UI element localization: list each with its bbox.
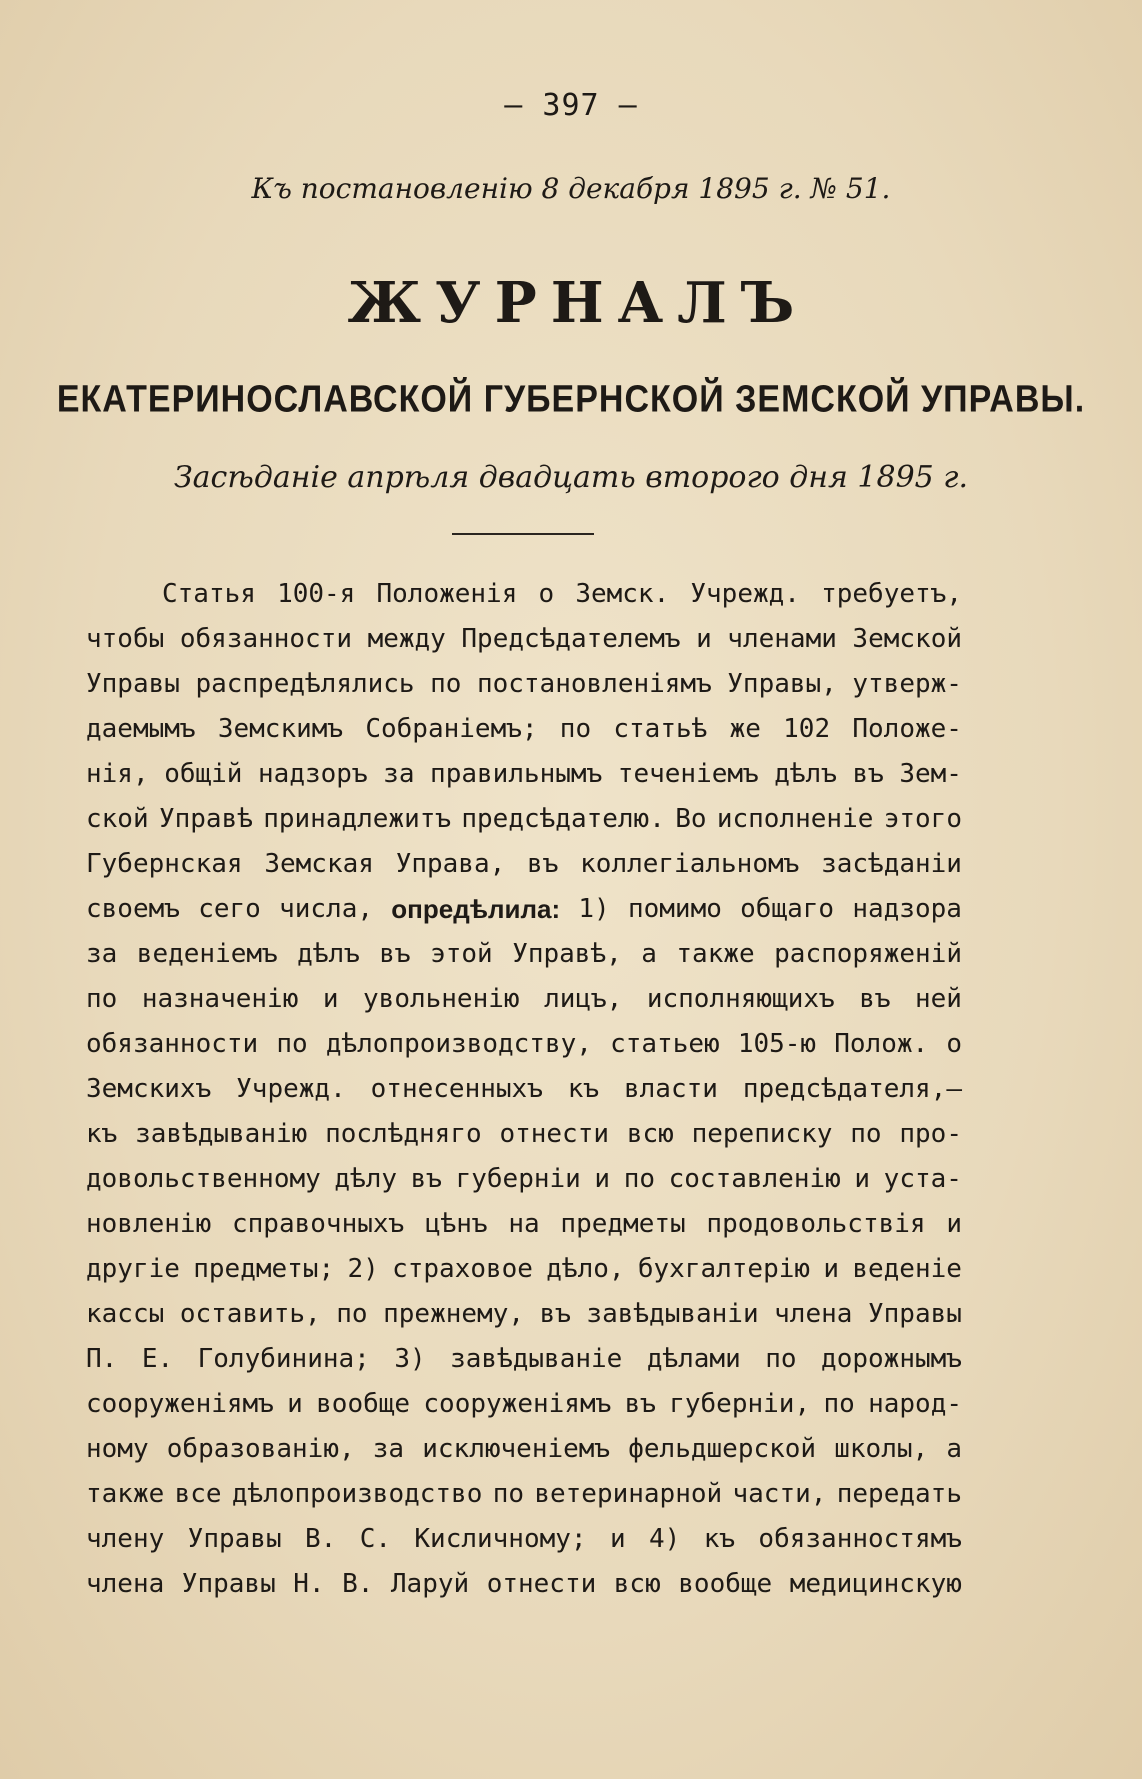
body-line: другіе предметы; 2) страховое дѣло, бухгалтерію и веденіе <box>86 1254 962 1284</box>
board-name-heading: ЕКАТЕРИНОСЛАВСКОЙ ГУБЕРНСКОЙ ЗЕМСКОЙ УПРАВЫ. <box>56 377 1086 421</box>
body-line: нія, общій надзоръ за правильнымъ теченіемъ дѣлъ въ Зем- <box>86 759 962 789</box>
journal-title: ЖУРНАЛЪ <box>347 270 809 336</box>
body-text <box>86 572 962 1607</box>
body-line: Статья 100-я Положенія о Земск. Учрежд. требуетъ, <box>162 579 962 609</box>
body-line: также все дѣлопроизводство по ветеринарной части, передать <box>86 1479 962 1509</box>
session-date-line: Засѣданіе апрѣля двадцать второго дня 1895 г. <box>173 460 969 495</box>
body-line: кассы оставить, по прежнему, въ завѣдываніи члена Управы <box>86 1299 962 1329</box>
title-divider <box>452 533 594 535</box>
body-line: члену Управы В. С. Кисличному; и 4) къ обязанностямъ <box>86 1524 962 1554</box>
body-line: П. Е. Голубинина; 3) завѣдываніе дѣлами по дорожнымъ <box>86 1344 962 1374</box>
body-line: ному образованію, за исключеніемъ фельдшерской школы, а <box>86 1434 962 1464</box>
body-line: Губернская Земская Управа, въ коллегіальномъ засѣданіи <box>86 849 962 879</box>
body-line: сооруженіямъ и вообще сооруженіямъ въ губерніи, по народ- <box>86 1389 962 1419</box>
body-line: даемымъ Земскимъ Собраніемъ; по статьѣ же 102 Положе- <box>86 714 962 744</box>
body-line: новленію справочныхъ цѣнъ на предметы продовольствія и <box>86 1209 962 1239</box>
body-line: члена Управы Н. В. Ларуй отнести всю вообще медицинскую <box>86 1569 962 1599</box>
body-line: Земскихъ Учрежд. отнесенныхъ къ власти предсѣдателя,— <box>86 1074 962 1104</box>
body-line: довольственному дѣлу въ губерніи и по составленію и уста- <box>86 1164 962 1194</box>
body-line: обязанности по дѣлопроизводству, статьею 105-ю Полож. о <box>86 1029 962 1059</box>
body-line: Управы распредѣлялись по постановленіямъ Управы, утверж- <box>86 669 962 699</box>
body-line: за веденіемъ дѣлъ въ этой Управѣ, а также распоряженій <box>86 939 962 969</box>
page-number: — 397 — <box>504 88 638 123</box>
body-line: чтобы обязанности между Предсѣдателемъ и членами Земской <box>86 624 962 654</box>
body-line: ской Управѣ принадлежитъ предсѣдателю. Во исполненіе этого <box>86 804 962 834</box>
body-line: своемъ сего числа, опредѣлила: 1) помимо общаго надзора <box>86 894 962 924</box>
resolution-reference: Къ постановленію 8 декабря 1895 г. № 51. <box>251 172 891 205</box>
body-line: къ завѣдыванію послѣдняго отнести всю переписку по про- <box>86 1119 962 1149</box>
body-line: по назначенію и увольненію лицъ, исполняющихъ въ ней <box>86 984 962 1014</box>
